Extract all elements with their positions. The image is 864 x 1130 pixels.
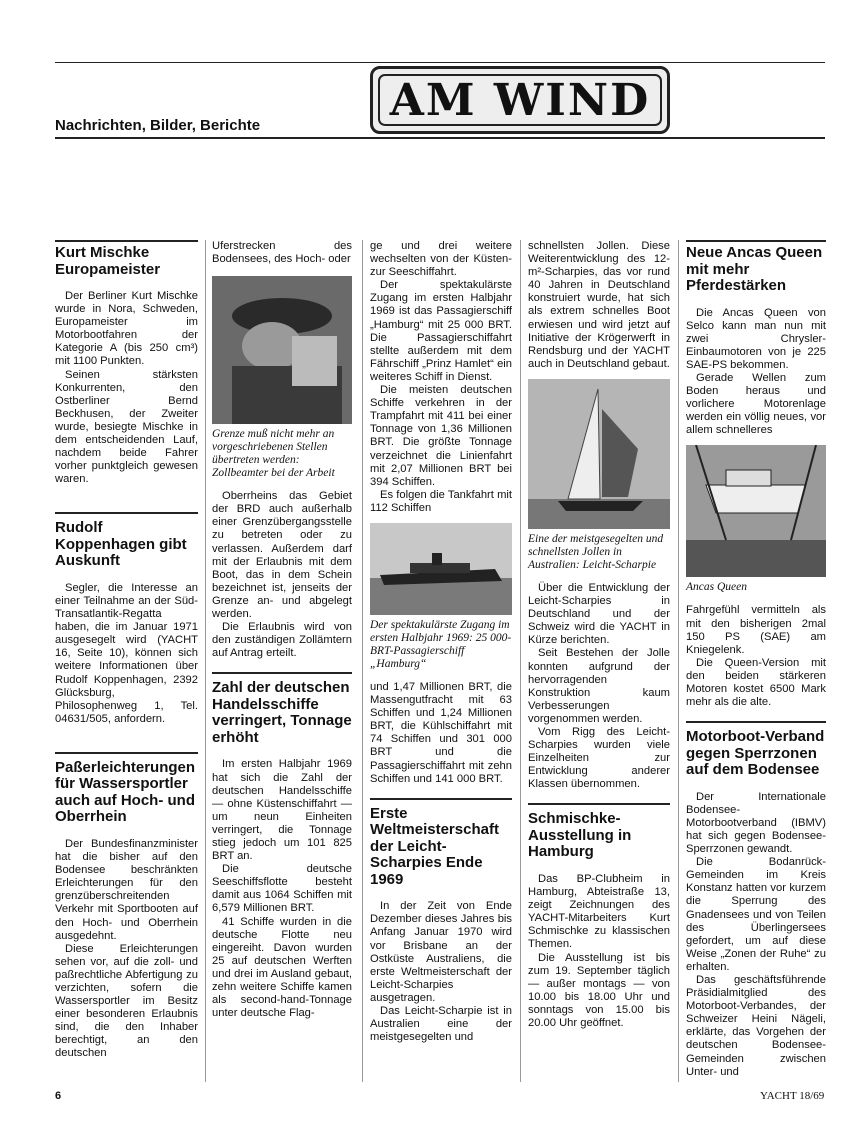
photo-caption: Der spektakulärste Zugang im ersten Halbjahr 1969: 25 000-BRT-Passagierschiff „Hamburg“	[370, 618, 512, 670]
paragraph: Es folgen die Tankfahrt mit 112 Schiffen	[370, 488, 512, 514]
column-5	[686, 240, 826, 1079]
section-title: Nachrichten, Bilder, Berichte	[55, 117, 261, 134]
paragraph: In der Zeit von Ende Dezember dieses Jahres bis Anfang Januar 1970 wird vor Brisbane an der Ostküste Australiens, die erste Weltmeisterschaft der Leicht-Scharpies ausgetragen.	[370, 900, 512, 1004]
paragraph: Diese Erleichterungen sehen vor, auf die zoll- und paßrechtliche Abfertigung zu verzichten, sofern die Wassersportler im Besitz einer besonderen Erlaubnis sind, die den Inhaber berechtigt, an den deutschen	[55, 942, 198, 1060]
paragraph: Im ersten Halbjahr 1969 hat sich die Zahl der deutschen Handelsschiffe — ohne Küstenschiffahrt — um neun Einheiten verringert, die Tonnage stieg jedoch um 101 825 BRT an.	[212, 758, 352, 863]
column-divider	[362, 240, 363, 1082]
paragraph: Über die Entwicklung der Leicht-Scharpies in Deutschland und der Schweiz wird die YACHT in Kürze berichten.	[528, 581, 670, 647]
paragraph: Die Ausstellung ist bis zum 19. September täglich — außer montags — von 10.00 bis 18.00 Uhr und sonntags von 15.00 bis 20.00 Uhr geöffnet.	[528, 951, 670, 1029]
paragraph: 41 Schiffe wurden in die deutsche Flotte neu eingereiht. Davon wurden 25 auf deutschen Werften und drei im Ausland gebaut, zehn weitere Schiffe kamen als second-hand-Tonnage unter deutsche Flag-	[212, 915, 352, 1020]
paragraph: Vom Rigg des Leicht-Scharpies wurden viele Einzelheiten zur Entwicklung anderer Klassen übernommen.	[528, 725, 670, 791]
column-divider	[678, 240, 679, 1082]
passenger-ship-photo	[370, 523, 512, 615]
ancas-queen-boat-photo	[686, 445, 826, 577]
paragraph: Seinen stärksten Konkurrenten, den Ostberliner Bernd Beckhusen, der Zweiter wurde, besiegte Mischke in dem entscheidenden Lauf, nachdem beide Fahrer vorher punktgleich gewesen waren.	[55, 368, 198, 486]
paragraph: Uferstrecken des Bodensees, des Hoch- oder	[212, 240, 352, 266]
paragraph: Der Internationale Bodensee-Motorbootverband (IBMV) hat sich gegen Bodensee-Sperrzonen gewandt.	[686, 790, 826, 856]
paragraph: Die meisten deutschen Schiffe verkehren in der Trampfahrt mit 411 bei einer Tonnage von 1,36 Millionen BRT. Die größte Tonnage verzeichnet die Linienfahrt mit 2,07 Millionen BRT bei 394 Schiffen.	[370, 384, 512, 488]
headline-koppenhagen: Rudolf Koppenhagen gibt Auskunft	[55, 512, 198, 570]
headline-mischke: Kurt Mischke Europameister	[55, 240, 198, 278]
column-divider	[520, 240, 521, 1082]
paragraph: Oberrheins das Gebiet der BRD auch außerhalb einer Grenzübergangsstelle zu betreten oder zu verlassen. Außerdem darf mit der Erlaubnis mit dem Boot, das in dem Schein bezeichnet ist, jenseits der Grenze an- und abgelegt werden.	[212, 490, 352, 621]
paragraph: Fahrgefühl vermitteln als mit den bisherigen 2mal 150 PS (SAE) am Kniegelenk.	[686, 604, 826, 656]
photo-caption: Ancas Queen	[686, 581, 747, 594]
paragraph: Der Berliner Kurt Mischke wurde in Nora, Schweden, Europameister im Motorbootfahren der Kategorie A (bis 250 cm³) mit 1100 Punkten.	[55, 290, 198, 368]
column-3	[370, 240, 512, 1044]
paragraph: Das BP-Clubheim in Hamburg, Abteistraße 13, zeigt Zeichnungen des YACHT-Mitarbeiters Kurt Schmischke zu klassischen Themen.	[528, 872, 670, 951]
photo-caption: Eine der meistgesegelten und schnellsten Jollen in Australien: Leicht-Scharpie	[528, 532, 664, 571]
column-1	[55, 240, 198, 1061]
headline-schmischke: Schmischke-Ausstellung in Hamburg	[528, 803, 670, 861]
paragraph: Segler, die Interesse an einer Teilnahme an der Süd-Transatlantik-Regatta haben, die im Januar 1971 ausgesegelt wird (YACHT 16, Seite 10), können sich weitere Informationen über Rudolf Koppenhagen, 2392 Glücksburg, Philosophenweg 1, Tel. 04631/505, anfordern.	[55, 581, 198, 725]
column-divider	[205, 240, 206, 1082]
paragraph: Der Bundesfinanzminister hat die bisher auf den Bodensee beschränkten Erleichterungen für den grenzüberschreitenden Verkehr mit Sportbooten auf den Hoch- und Oberrhein ausgedehnt.	[55, 837, 198, 942]
headline-handelsschiffe: Zahl der deutschen Handelsschiffe verringert, Tonnage erhöht	[212, 672, 352, 746]
journal-issue: YACHT 18/69	[760, 1090, 825, 1102]
paragraph: Seit Bestehen der Jolle konnten aufgrund der hervorragenden Konstruktion kaum Verbesserungen vorgenommen werden.	[528, 647, 670, 725]
page-number: 6	[55, 1090, 62, 1102]
paragraph: ge und drei weitere wechselten von der Küsten- zur Seeschiffahrt.	[370, 240, 512, 279]
paragraph: Die Queen-Version mit den beiden stärkeren Motoren kostet 6500 Mark mehr als die alte.	[686, 656, 826, 709]
paragraph: Gerade Wellen zum Boden heraus und vorlichere Motorenlage werden ein völlig neues, vor allem schnelleres	[686, 371, 826, 437]
headline-weltmeisterschaft: Erste Weltmeisterschaft der Leicht-Scharpies Ende 1969	[370, 798, 512, 889]
paragraph: Die deutsche Seeschiffsflotte besteht damit aus 1064 Schiffen mit 6,579 Millionen BRT.	[212, 863, 352, 915]
header-rule	[55, 137, 825, 139]
paragraph: Die Ancas Queen von Selco kann man nun mit zwei Chrysler-Einbaumotoren von je 225 SAE-PS bekommen.	[686, 306, 826, 371]
headline-motorboot-verband: Motorboot-Verband gegen Sperrzonen auf dem Bodensee	[686, 721, 826, 779]
headline-passerleichterungen: Paßerleichterungen für Wassersportler auch auf Hoch- und Oberrhein	[55, 752, 198, 826]
paragraph: Der spektakulärste Zugang im ersten Halbjahr 1969 ist das Passagierschiff „Hamburg“ mit 25 000 BRT. Die Passagierschiffahrt stellte außerdem mit dem Fährschiff „Prinz Hamlet“ ein weiteres Schiff in Dienst.	[370, 279, 512, 383]
paragraph: Das geschäftsführende Präsidialmitglied des Motorboot-Verbandes, der Schweizer Heini Nägeli, erklärte, das Vorgehen der deutschen Bodensee-Gemeinden zwischen Unter- und	[686, 974, 826, 1078]
column-4	[528, 240, 670, 1030]
logo-text: AM WIND	[378, 74, 662, 126]
paragraph: schnellsten Jollen. Diese Weiterentwicklung des 12-m²-Scharpies, das vor rund 40 Jahren in Deutschland konstruiert wurde, hat sich als extrem schnelles Boot erwiesen und wird jetzt auf Initiative der Krögerwerft in Rendsburg und der YACHT auch in Deutschland gebaut.	[528, 240, 670, 370]
photo-caption: Grenze muß nicht mehr an vorgeschriebenen Stellen übertreten werden: Zollbeamter bei der Arbeit	[212, 428, 335, 480]
am-wind-logo	[370, 66, 670, 134]
paragraph: Die Erlaubnis wird von den zuständigen Zollämtern auf Antrag erteilt.	[212, 621, 352, 660]
paragraph: und 1,47 Millionen BRT, die Massengutfracht mit 63 Schiffen und 1,24 Millionen BRT, die Kühlschiffahrt mit 74 Schiffen und 301 000 BRT und die Passagierschiffahrt mit zehn Schiffen und 141 000 BRT.	[370, 680, 512, 785]
headline-ancas-queen: Neue Ancas Queen mit mehr Pferdestärken	[686, 240, 826, 295]
paragraph: Die Bodanrück-Gemeinden im Kreis Konstanz hatten vor kurzem die Sperrung des Gnadensees und von Teilen des Überlingersees gefordert, um auf diese Weise „Zonen der Ruhe“ zu erhalten.	[686, 856, 826, 973]
scharpie-sailboat-photo	[528, 379, 670, 529]
top-rule	[55, 62, 825, 63]
customs-officer-photo	[212, 276, 352, 424]
column-2	[212, 240, 352, 1020]
paragraph: Das Leicht-Scharpie ist in Australien eine der meistgesegelten und	[370, 1004, 512, 1044]
